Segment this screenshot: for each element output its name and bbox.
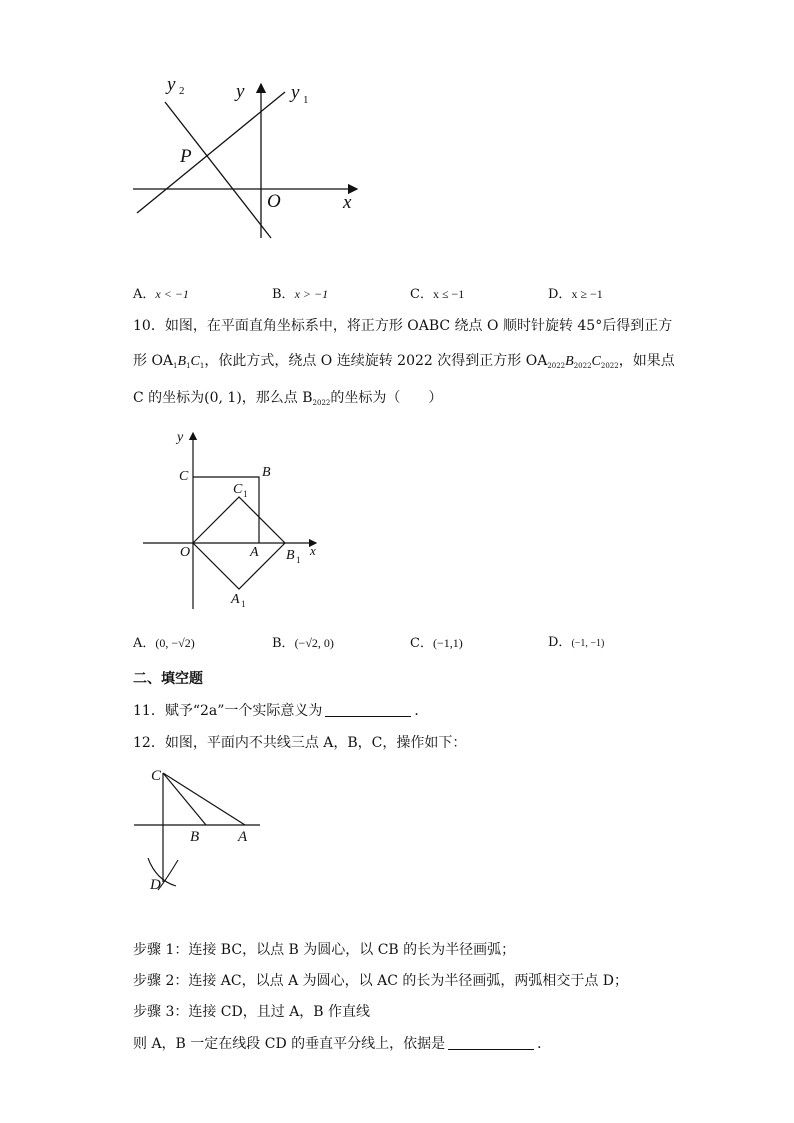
- label-o: O: [267, 191, 281, 212]
- label-y: y: [177, 430, 184, 445]
- label-a: A: [238, 829, 248, 845]
- label-c: C: [151, 768, 162, 784]
- q9-option-c[interactable]: C．x ≤ −1: [410, 287, 465, 302]
- step-3: 步骤 3：连接 CD，且过 A，B 作直线: [133, 1004, 371, 1020]
- q10-option-c[interactable]: C．(−1,1): [410, 636, 463, 651]
- label-c1-sub: 1: [243, 489, 248, 499]
- label-d: D: [150, 877, 161, 893]
- figure-1-lines: [125, 70, 375, 250]
- label-c: C: [179, 469, 189, 484]
- label-y1-sub: 1: [303, 94, 309, 106]
- q10-line-3: C 的坐标为(0, 1)，那么点 $B_{2022}$的坐标为（ ）: [133, 390, 443, 407]
- q12-intro: 12．如图，平面内不共线三点 A，B，C，操作如下：: [133, 735, 467, 751]
- q11-answer-blank[interactable]: [325, 702, 411, 717]
- segment-cb: [163, 773, 206, 825]
- q10-option-d[interactable]: D．(−1, −1): [548, 635, 605, 650]
- q10-line-1: 10．如图，在平面直角坐标系中，将正方形 OABC 绕点 O 顺时针旋转 45°后得到正方: [133, 318, 673, 334]
- section-title-fill-in: 二、填空题: [133, 671, 203, 687]
- label-b: B: [262, 465, 271, 480]
- label-a1-sub: 1: [241, 599, 246, 609]
- label-y2: y: [167, 74, 176, 95]
- label-a: A: [250, 545, 259, 560]
- step-2: 步骤 2：连接 AC，以点 A 为圆心，以 AC 的长为半径画弧，两弧相交于点 D；: [133, 973, 629, 989]
- label-b1: B: [286, 548, 295, 563]
- label-b: B: [190, 829, 200, 845]
- label-p: P: [180, 146, 192, 167]
- q9-option-a[interactable]: A．x < −1: [133, 287, 189, 302]
- q10-line-2: 形 $OA_1B_1C_1$，依此方式，绕点 O 连续旋转 2022 次得到正方形 $OA_{2022}B_{2022}C_{2022}$，如果点: [133, 353, 675, 370]
- label-b1-sub: 1: [296, 555, 301, 565]
- label-x: x: [343, 192, 352, 213]
- q12-conclusion: 则 A，B 一定在线段 CD 的垂直平分线上，依据是 ．: [133, 1036, 552, 1052]
- label-y: y: [236, 81, 245, 102]
- q12-answer-blank[interactable]: [448, 1035, 534, 1050]
- label-y2-sub: 2: [179, 85, 185, 97]
- label-c1: C: [233, 482, 243, 497]
- line-y1: [137, 92, 285, 213]
- label-x: x: [310, 543, 316, 558]
- label-o: O: [180, 545, 191, 560]
- q10-option-a[interactable]: A．(0, −√2): [133, 636, 195, 651]
- q11: 11．赋予“2a”一个实际意义为 ．: [133, 703, 429, 719]
- segment-ca: [163, 773, 245, 825]
- figure-2-square-rotation: [140, 425, 340, 615]
- line-y2: [165, 102, 271, 238]
- label-a1: A: [231, 592, 240, 607]
- step-1: 步骤 1：连接 BC，以点 B 为圆心，以 CB 的长为半径画弧；: [133, 942, 516, 958]
- figure-3-construction: [128, 762, 268, 897]
- q10-option-b[interactable]: B．(−√2, 0): [272, 636, 334, 651]
- label-y1: y: [291, 82, 300, 103]
- q9-option-b[interactable]: B．x > −1: [272, 287, 329, 302]
- q9-option-d[interactable]: D．x ≥ −1: [548, 287, 603, 302]
